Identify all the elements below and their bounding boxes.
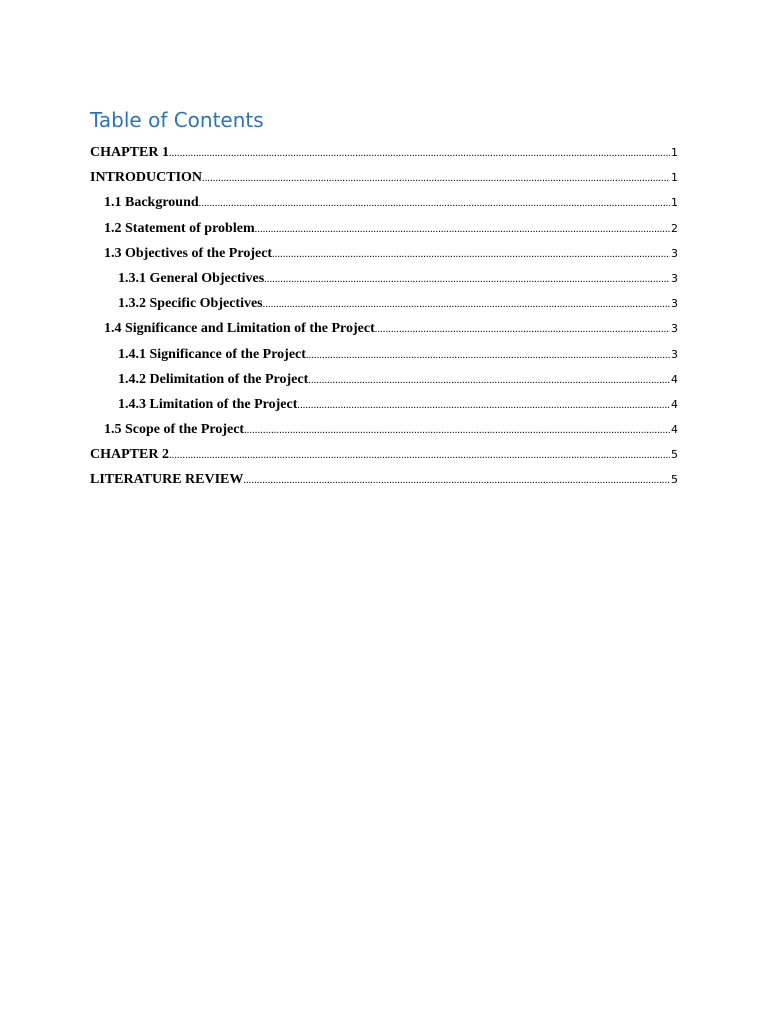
toc-page-number: 3 (671, 271, 678, 285)
toc-dot-leader (244, 418, 670, 442)
toc-page-number: 5 (671, 473, 678, 487)
toc-page-number: 1 (671, 196, 678, 210)
toc-entry-text: 1.3.1 General Objectives (118, 270, 265, 286)
toc-dot-leader (375, 317, 670, 341)
toc-page-number: 1 (671, 146, 678, 159)
toc-page-number: 4 (671, 423, 678, 437)
toc-dot-leader (272, 242, 670, 266)
toc-dot-leader (306, 343, 670, 367)
toc-entry-text: INTRODUCTION (90, 170, 203, 186)
toc-page-number: 1 (671, 171, 678, 185)
toc-entry-text: 1.2 Statement of problem (104, 220, 255, 236)
toc-page-number: 3 (671, 322, 678, 336)
toc-page-number: 2 (671, 221, 678, 235)
toc-entry-text: 1.4 Significance and Limitation of the Project (104, 321, 375, 337)
toc-page-number: 4 (671, 372, 678, 386)
toc-entry-text: 1.1 Background (104, 195, 199, 211)
toc-entry-significance-and-limitation[interactable] (90, 316, 678, 341)
toc-entry-scope[interactable] (90, 417, 678, 442)
toc-dot-leader (297, 393, 670, 417)
toc-page-number: 3 (671, 297, 678, 311)
toc-entry-text: CHAPTER 2 (90, 447, 169, 463)
toc-heading: Table of Contents (90, 108, 264, 132)
toc-entry-statement-of-problem[interactable] (90, 216, 678, 241)
toc-entry-text: 1.3.2 Specific Objectives (118, 296, 263, 312)
toc-entry-text: CHAPTER 1 (90, 145, 169, 160)
toc-entry-chapter-2[interactable] (90, 442, 678, 467)
toc-dot-leader (169, 443, 670, 467)
toc-dot-leader (199, 191, 670, 215)
toc-dot-leader (255, 217, 670, 241)
toc-entry-introduction[interactable] (90, 165, 678, 190)
toc-entry-limitation[interactable] (90, 392, 678, 417)
toc-entry-literature-review[interactable] (90, 467, 678, 492)
toc-page-number: 4 (671, 397, 678, 411)
toc-dot-leader (202, 166, 670, 190)
toc-entry-text: 1.4.1 Significance of the Project (118, 346, 306, 362)
toc-page-number: 3 (671, 347, 678, 361)
toc-entry-text: 1.4.2 Delimitation of the Project (118, 371, 309, 387)
toc-page-number: 3 (671, 246, 678, 260)
toc-entry-background[interactable] (90, 190, 678, 215)
toc-entry-text: 1.5 Scope of the Project (104, 422, 245, 438)
toc-entry-chapter-1[interactable] (90, 140, 678, 165)
toc-entry-text: 1.4.3 Limitation of the Project (118, 396, 298, 412)
toc-entry-delimitation[interactable] (90, 367, 678, 392)
toc-list (90, 140, 678, 493)
toc-dot-leader (263, 292, 670, 316)
toc-dot-leader (308, 368, 670, 392)
toc-entry-text: 1.3 Objectives of the Project (104, 245, 273, 261)
toc-entry-specific-objectives[interactable] (90, 291, 678, 316)
toc-page-number: 5 (671, 448, 678, 462)
toc-dot-leader (264, 267, 670, 291)
toc-entry-objectives[interactable] (90, 241, 678, 266)
toc-entry-general-objectives[interactable] (90, 266, 678, 291)
toc-dot-leader (243, 468, 670, 492)
toc-entry-text: LITERATURE REVIEW (90, 472, 244, 488)
toc-entry-significance[interactable] (90, 342, 678, 367)
toc-dot-leader (169, 141, 670, 165)
